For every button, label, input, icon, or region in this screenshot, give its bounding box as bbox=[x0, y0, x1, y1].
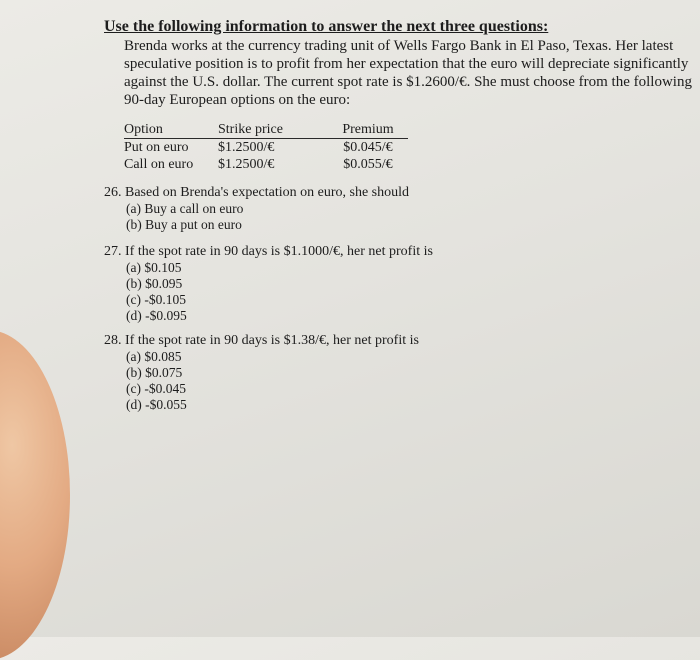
choice-item: (c) -$0.045 bbox=[126, 381, 186, 396]
intro-line: Brenda works at the currency trading unit of Wells Fargo Bank in El Paso, Texas. Her latest bbox=[124, 38, 674, 54]
table-row bbox=[124, 139, 408, 157]
choice-item: (a) $0.105 bbox=[126, 260, 182, 275]
table-row bbox=[124, 156, 408, 173]
choice-item: (a) $0.085 bbox=[126, 349, 182, 364]
intro-line: speculative position is to profit from her expectation that the euro will depreciate significantly bbox=[124, 56, 689, 72]
choice-item: (b) Buy a put on euro bbox=[126, 217, 242, 232]
question-28 bbox=[104, 332, 419, 413]
choice-item: (a) Buy a call on euro bbox=[126, 201, 244, 216]
question-stem: 27. If the spot rate in 90 days is $1.1000/€, her net profit is bbox=[104, 244, 433, 259]
choice-item: (b) $0.075 bbox=[126, 365, 183, 380]
section-heading: Use the following information to answer the next three questions: bbox=[104, 18, 549, 35]
intro-line: against the U.S. dollar. The current spot rate is $1.2600/€. She must choose from the following bbox=[124, 74, 692, 90]
question-27 bbox=[104, 243, 433, 324]
column-header-option: Option bbox=[124, 121, 218, 139]
question-stem: 28. If the spot rate in 90 days is $1.38/€, her net profit is bbox=[104, 333, 419, 348]
options-table bbox=[124, 121, 408, 173]
table-cell: $0.045/€ bbox=[343, 140, 393, 155]
table-cell: $1.2500/€ bbox=[218, 157, 275, 172]
choice-item: (d) -$0.095 bbox=[126, 308, 187, 323]
choice-list bbox=[104, 349, 419, 413]
choice-item: (b) $0.095 bbox=[126, 276, 183, 291]
table-cell: $1.2500/€ bbox=[218, 140, 275, 155]
column-header-premium: Premium bbox=[328, 121, 408, 139]
intro-paragraph bbox=[124, 37, 692, 109]
table-cell: Put on euro bbox=[124, 140, 189, 155]
choice-list bbox=[104, 260, 433, 324]
choice-item: (c) -$0.105 bbox=[126, 292, 186, 307]
choice-item: (d) -$0.055 bbox=[126, 397, 187, 412]
table-cell: $0.055/€ bbox=[343, 157, 393, 172]
choice-list bbox=[104, 201, 409, 233]
question-26 bbox=[104, 184, 409, 233]
column-header-strike: Strike price bbox=[218, 121, 328, 139]
question-stem: 26. Based on Brenda's expectation on euro, she should bbox=[104, 185, 410, 200]
intro-line: 90-day European options on the euro: bbox=[124, 92, 351, 108]
table-header-row bbox=[124, 121, 408, 139]
table-cell: Call on euro bbox=[124, 157, 194, 172]
